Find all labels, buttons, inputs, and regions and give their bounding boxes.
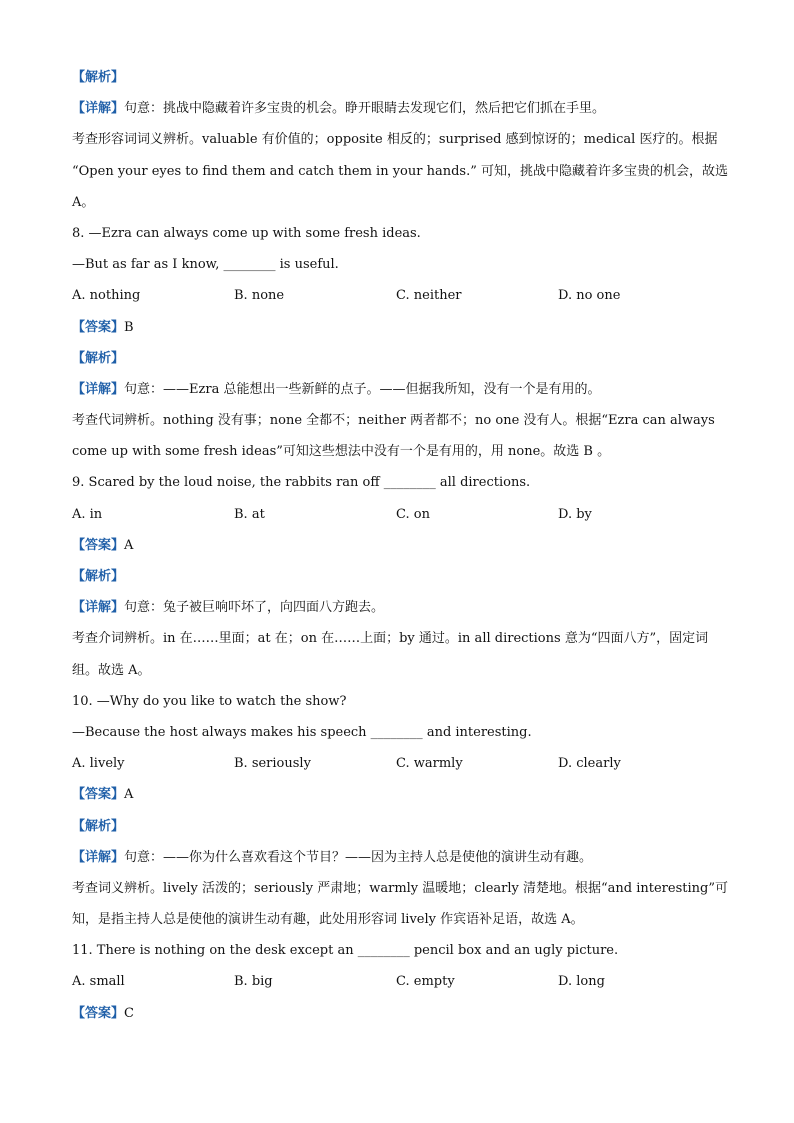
q8-detail: 【详解】句意：——Ezra 总能想出一些新鲜的点子。——但据我所知，没有一个是有用的。 — [72, 381, 601, 397]
q8-options — [72, 280, 722, 311]
q10-options — [72, 748, 722, 779]
q8-option-b: B. none — [234, 288, 285, 304]
q8-option-a: A. nothing — [72, 288, 141, 304]
q10-explanation-1: 考查词义辨析。lively 活泼的；seriously 严肃地；warmly 温暖地；clearly 清楚地。根据“and interesting”可 — [72, 880, 728, 896]
q8-option-d: D. no one — [558, 288, 621, 304]
q9-options — [72, 499, 722, 530]
q8-explanation-2: come up with some fresh ideas”可知这些想法中没有一个是有用的，用 none。故选 B 。 — [72, 444, 611, 460]
q7-explanation-1: 考查形容词词义辨析。valuable 有价值的；opposite 相反的；surprised 感到惊讶的；medical 医疗的。根据 — [72, 132, 718, 148]
q10-analysis-heading: 【解析】 — [72, 818, 125, 834]
q7-analysis-heading: 【解析】 — [72, 70, 125, 85]
q8-option-c: C. neither — [396, 288, 462, 304]
q11-option-c: C. empty — [396, 974, 455, 990]
document-page — [72, 62, 728, 1029]
q10-answer: 【答案】A — [72, 787, 134, 803]
q11-option-b: B. big — [234, 974, 273, 990]
q8-stem-2: —But as far as I know, ________ is useful. — [72, 257, 339, 273]
q10-stem-2: —Because the host always makes his speech ________ and interesting. — [72, 724, 532, 740]
q8-analysis-heading: 【解析】 — [72, 350, 125, 366]
q11-option-a: A. small — [72, 974, 125, 990]
q10-detail: 【详解】句意：——你为什么喜欢看这个节目？——因为主持人总是使他的演讲生动有趣。 — [72, 849, 593, 865]
q10-stem-1: 10. —Why do you like to watch the show? — [72, 693, 347, 709]
q10-option-c: C. warmly — [396, 756, 463, 772]
q10-option-a: A. lively — [72, 756, 125, 772]
q11-answer: 【答案】C — [72, 1005, 134, 1021]
q11-option-d: D. long — [558, 974, 605, 990]
q7-explanation-3: A。 — [72, 194, 95, 210]
q10-option-d: D. clearly — [558, 756, 621, 772]
q10-explanation-2: 知，是指主持人总是使他的演讲生动有趣，此处用形容词 lively 作宾语补足语，故选 A。 — [72, 912, 584, 928]
q11-stem-1: 11. There is nothing on the desk except an ________ pencil box and an ugly picture. — [72, 943, 619, 959]
q9-option-c: C. on — [396, 506, 430, 522]
q9-explanation-1: 考查介词辨析。in 在……里面；at 在；on 在……上面；by 通过。in all directions 意为“四面八方”，固定词 — [72, 631, 709, 647]
q7-detail: 【详解】句意：挑战中隐藏着许多宝贵的机会。睁开眼睛去发现它们，然后把它们抓在手里。 — [72, 101, 606, 117]
q10-option-b: B. seriously — [234, 756, 311, 772]
q8-explanation-1: 考查代词辨析。nothing 没有事；none 全都不；neither 两者都不；no one 没有人。根据“Ezra can always — [72, 413, 715, 429]
q9-answer: 【答案】A — [72, 537, 134, 553]
q8-stem-1: 8. —Ezra can always come up with some fresh ideas. — [72, 225, 421, 241]
q11-options — [72, 966, 722, 997]
q7-explanation-2: “Open your eyes to find them and catch them in your hands.” 可知，挑战中隐藏着许多宝贵的机会，故选 — [72, 163, 728, 179]
q9-option-a: A. in — [72, 506, 103, 522]
q9-stem-1: 9. Scared by the loud noise, the rabbits ran off ________ all directions. — [72, 475, 531, 491]
q9-analysis-heading: 【解析】 — [72, 569, 125, 584]
q8-answer: 【答案】B — [72, 319, 134, 335]
q9-option-b: B. at — [234, 506, 265, 522]
q9-detail: 【详解】句意：兔子被巨响吓坏了，向四面八方跑去。 — [72, 600, 385, 616]
q9-explanation-2: 组。故选 A。 — [72, 662, 151, 678]
q9-option-d: D. by — [558, 506, 592, 522]
